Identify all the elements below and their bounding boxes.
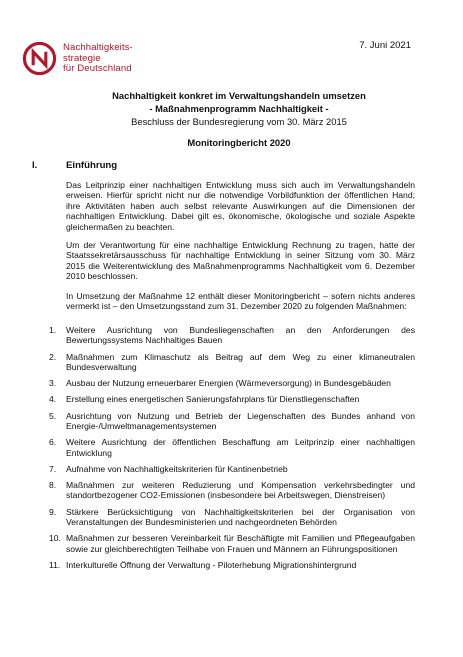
paragraph: Um der Verantwortung für eine nachhaltige Entwicklung Rechnung zu tragen, hatte der Staatssekretärsausschuss für nachhaltige Entwicklung in seiner Sitzung vom 30. März 2015 die Weiterentwicklung des Maßnahmenprogramms Nachhaltigkeit vom 6. Dezember 2010 beschlossen. [66, 240, 415, 282]
title-line: Nachhaltigkeit konkret im Verwaltungshandeln umsetzen [112, 90, 366, 101]
list-item [49, 480, 415, 501]
list-item [49, 378, 415, 388]
logo-line: für Deutschland [63, 63, 132, 75]
list-number: 11. [49, 559, 61, 570]
list-number: 2. [49, 351, 57, 362]
list-text: Ausrichtung von Nutzung und Betrieb der Liegenschaften des Bundes anhand von Energie-/Umweltmanagementsystemen [66, 410, 415, 432]
document-title [60, 89, 418, 128]
list-item [49, 560, 415, 570]
list-number: 10. [49, 533, 61, 544]
list-text: Aufnahme von Nachhaltigkeitskriterien für Kantinenbetrieb [66, 463, 288, 474]
measures-list [49, 325, 415, 576]
list-item [49, 352, 415, 373]
list-text: Erstellung eines energetischen Sanierungsfahrplans für Dienstliegenschaften [66, 394, 360, 405]
subtitle-line: - Maßnahmenprogramm Nachhaltigkeit - [149, 103, 329, 114]
list-number: 7. [49, 463, 57, 474]
nachhaltigkeitsstrategie-logo-icon [22, 41, 57, 76]
list-number: 5. [49, 410, 57, 421]
list-text: Maßnahmen zum Klimaschutz als Beitrag auf dem Weg zu einer klimaneutralen Bundesverwaltung [66, 351, 415, 373]
section-heading: Einführung [66, 160, 118, 171]
list-number: 6. [49, 437, 57, 448]
list-text: Stärkere Berücksichtigung von Nachhaltigkeitskriterien bei der Organisation von Veranstaltungen der Bundesministerien und nachgeordneten Behörden [66, 506, 415, 528]
document-date: 7. Juni 2021 [359, 40, 411, 51]
list-item [49, 464, 415, 474]
list-text: Interkulturelle Öffnung der Verwaltung - Piloterhebung Migrationshintergrund [66, 559, 357, 570]
list-number: 4. [49, 394, 57, 405]
section-number: I. [32, 160, 38, 171]
list-text: Ausbau der Nutzung erneuerbarer Energien (Wärmeversorgung) in Bundesgebäuden [66, 378, 391, 389]
list-item [49, 533, 415, 554]
list-item [49, 394, 415, 404]
list-text: Weitere Ausrichtung von Bundesliegenschaften an den Anforderungen des Bewertungssystems Nachhaltiges Bauen [66, 325, 415, 346]
list-number: 9. [49, 506, 57, 517]
logo-line: Nachhaltigkeits- [63, 42, 133, 53]
logo-line: strategie [63, 52, 101, 64]
report-title: Monitoringbericht 2020 [187, 137, 291, 148]
list-item [49, 437, 415, 458]
list-item [49, 507, 415, 528]
paragraph: In Umsetzung der Maßnahme 12 enthält dieser Monitoringbericht – sofern nichts anderes vermerkt ist – den Umsetzungsstand zum 31. Dezember 2020 zu folgenden Maßnahmen: [66, 291, 415, 312]
list-number: 8. [49, 480, 57, 491]
list-item [49, 325, 415, 346]
list-number: 3. [49, 378, 57, 389]
list-text: Maßnahmen zur besseren Vereinbarkeit für Beschäftigte mit Familien und Pflegeaufgaben sowie zur gleichberechtigten Teilhabe von Frauen und Männern an Führungspositionen [66, 533, 415, 554]
logo-wordmark [63, 43, 133, 75]
resolution-line: Beschluss der Bundesregierung vom 30. März 2015 [131, 116, 347, 127]
list-number: 1. [49, 325, 57, 335]
list-item [49, 411, 415, 432]
list-text: Maßnahmen zur weiteren Reduzierung und Kompensation verkehrsbedingter und standortbezogener CO2-Emissionen (insbesondere bei Arbeitswegen, Dienstreisen) [66, 480, 415, 501]
list-text: Weitere Ausrichtung der öffentlichen Beschaffung am Leitprinzip einer nachhaltigen Entwicklung [66, 437, 415, 458]
paragraph: Das Leitprinzip einer nachhaltigen Entwicklung muss sich auch im Verwaltungshandeln erweisen. Hierfür spricht nicht nur die notwendige Vorbildfunktion der öffentlichen Hand; ihre Aktivitäten haben auch selbst relevante Auswirkungen auf die Dimensionen der nachhaltigen Entwicklung. Dabei gilt es, ökonomische, ökologische und soziale Aspekte gleichermaßen zu beachten. [66, 180, 415, 232]
